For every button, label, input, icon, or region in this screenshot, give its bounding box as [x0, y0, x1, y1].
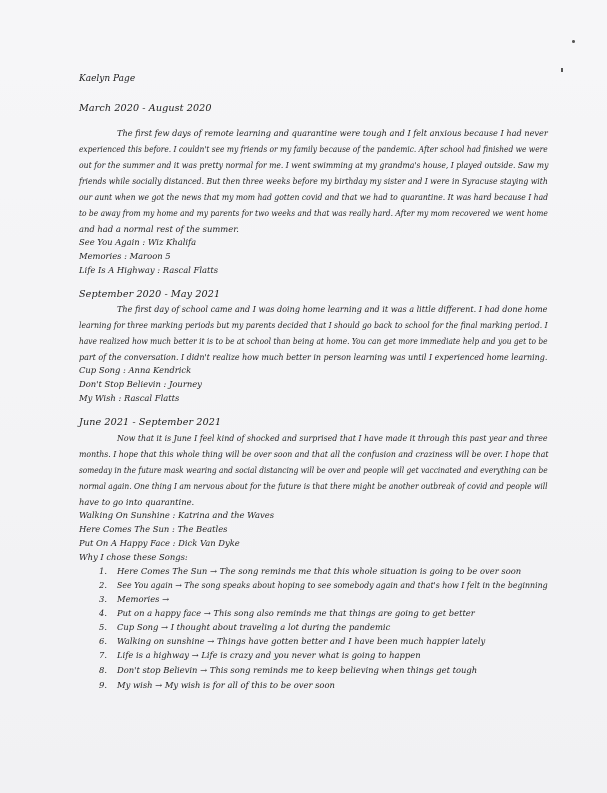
paragraph-line: out for the summer and it was pretty normal for me. I went swimming at my grandma's house, I played outside. Saw my — [79, 160, 549, 170]
list-item: Don't stop Believin → This song reminds me to keep believing when things get tough — [117, 665, 478, 675]
song-entry: My Wish : Rascal Flatts — [79, 393, 180, 403]
paragraph-line: experienced this before. I couldn't see my friends or my family because of the pandemic. After school had finished we were — [79, 144, 548, 154]
list-number: 8. — [99, 665, 107, 675]
list-number: 4. — [99, 608, 107, 618]
list-number: 6. — [99, 636, 107, 646]
scan-speck — [561, 68, 563, 72]
list-number: 3. — [99, 594, 107, 604]
list-item: Put on a happy face → This song also reminds me that things are going to get better — [117, 608, 475, 618]
paragraph-line: Now that it is June I feel kind of shocked and surprised that I have made it through this past year and three — [117, 433, 548, 443]
list-item: Memories → — [117, 594, 170, 604]
paragraph-line: months. I hope that this whole thing will be over soon and that all the confusion and craziness will be over. I hope that — [79, 449, 549, 459]
paragraph-line: The first day of school came and I was doing home learning and it was a little different. I had done home — [117, 304, 548, 314]
song-entry: Put On A Happy Face : Dick Van Dyke — [79, 538, 240, 548]
paragraph-line: part of the conversation. I didn't realize how much better in person learning was until I experienced home learning. — [79, 352, 548, 362]
list-item: See You again → The song speaks about hoping to see somebody again and that's how I felt in the beginning — [117, 580, 548, 590]
song-entry: Life Is A Highway : Rascal Flatts — [79, 265, 219, 275]
paragraph-line: normal again. One thing I am nervous about for the future is that there might be another outbreak of covid and people will — [79, 481, 548, 491]
section-heading: September 2020 - May 2021 — [79, 289, 221, 300]
song-entry: See You Again : Wiz Khalifa — [79, 237, 197, 247]
list-item: Cup Song → I thought about traveling a lot during the pandemic — [117, 622, 391, 632]
paragraph-line: and had a normal rest of the summer. — [79, 224, 239, 234]
scan-speck — [572, 40, 575, 43]
song-entry: Cup Song : Anna Kendrick — [79, 365, 192, 375]
section-heading: March 2020 - August 2020 — [79, 103, 212, 114]
list-number: 5. — [99, 622, 107, 632]
song-entry: Here Comes The Sun : The Beatles — [79, 524, 228, 534]
author-name: Kaelyn Page — [79, 74, 136, 84]
song-entry: Don't Stop Believin : Journey — [79, 379, 202, 389]
list-number: 7. — [99, 650, 107, 660]
song-entry: Memories : Maroon 5 — [79, 251, 171, 261]
paragraph-line: friends while socially distanced. But then three weeks before my birthday my sister and I were in Syracuse staying with — [79, 176, 548, 186]
paragraph-line: The first few days of remote learning and quarantine were tough and I felt anxious because I had never — [117, 128, 548, 138]
paragraph-line: to be away from my home and my parents for two weeks and that was really hard. After my mom recovered we went home — [79, 208, 548, 218]
list-number: 9. — [99, 680, 107, 690]
list-item: Here Comes The Sun → The song reminds me that this whole situation is going to be over soon — [117, 566, 522, 576]
song-entry: Walking On Sunshine : Katrina and the Waves — [79, 510, 275, 520]
section-heading: June 2021 - September 2021 — [79, 417, 222, 428]
list-number: 1. — [99, 566, 107, 576]
list-item: Life is a highway → Life is crazy and you never what is going to happen — [117, 650, 421, 660]
paragraph-line: our aunt when we got the news that my mom had gotten covid and that we had to quarantine. It was hard because I had — [79, 192, 549, 202]
paragraph-line: have to go into quarantine. — [79, 497, 195, 507]
list-number: 2. — [99, 580, 107, 590]
paragraph-line: have realized how much better it is to be at school than being at home. You can get more immediate help and you get to be — [79, 336, 548, 346]
paragraph-line: learning for three marking periods but my parents decided that I should go back to school for the final marking period. I — [79, 320, 548, 330]
list-item: Walking on sunshine → Things have gotten better and I have been much happier lately — [117, 636, 486, 646]
why-heading: Why I chose these Songs: — [79, 552, 188, 562]
paragraph-line: someday in the future mask wearing and social distancing will be over and people will get vaccinated and everything can be — [79, 465, 548, 475]
list-item: My wish → My wish is for all of this to be over soon — [117, 680, 335, 690]
